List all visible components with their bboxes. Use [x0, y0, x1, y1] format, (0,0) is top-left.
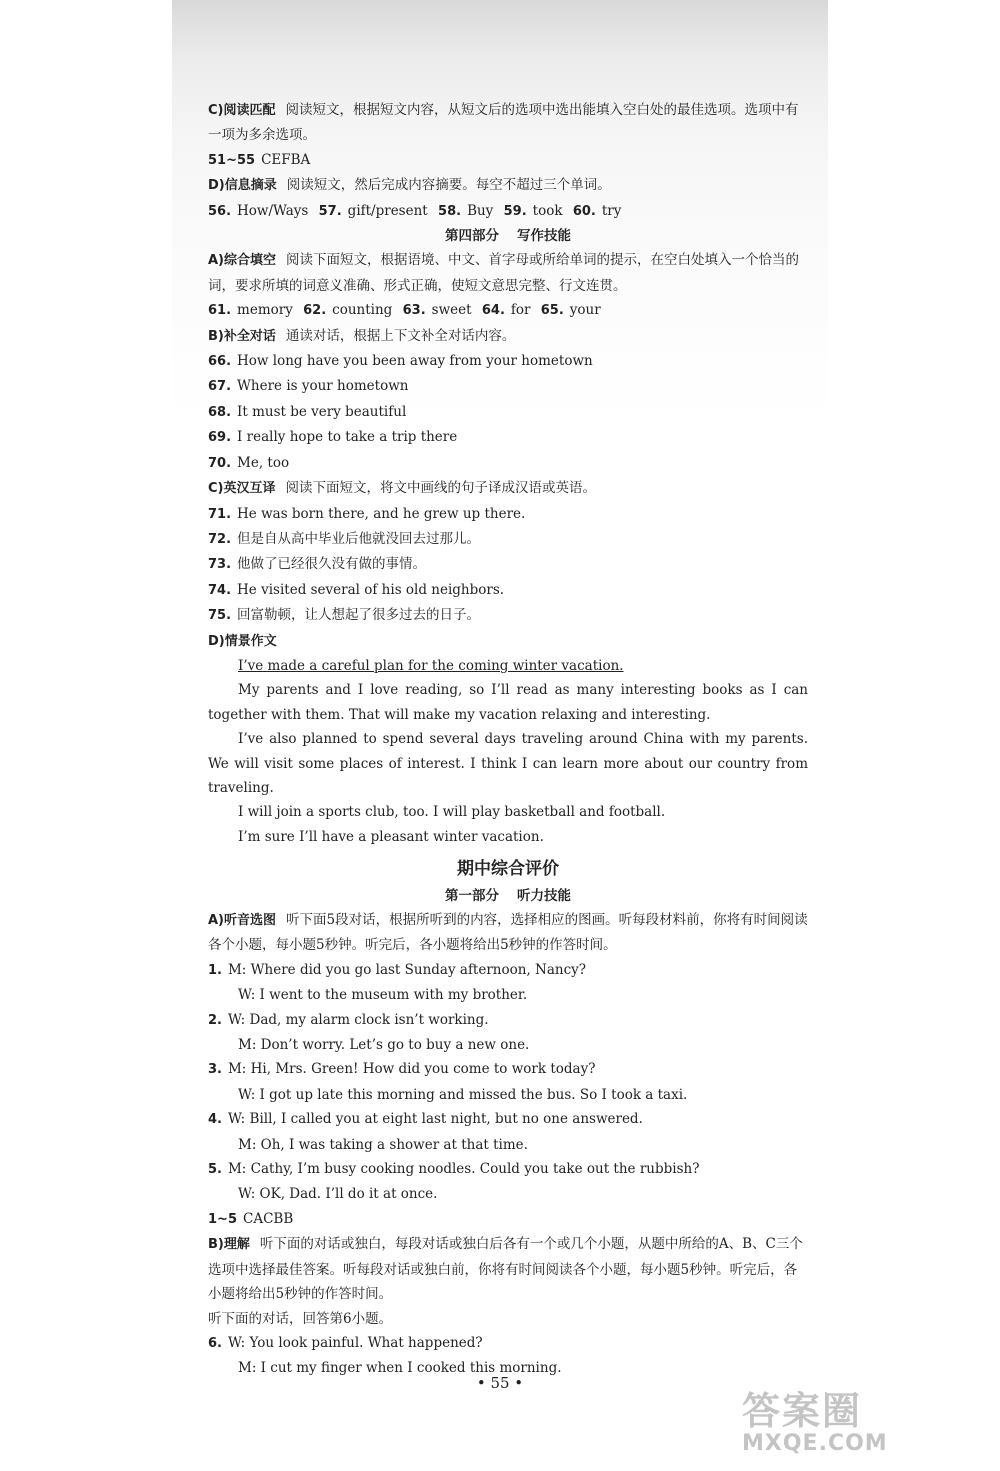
part-name: 听力技能 [517, 887, 571, 904]
midterm-a-instruction [208, 908, 808, 958]
answer-number: 71. [208, 506, 232, 522]
answer-number: 70. [208, 455, 232, 471]
list-item [208, 374, 808, 399]
dialog-text: W: Dad, my alarm clock isn’t working. [227, 1011, 489, 1028]
answer-number: 57. [318, 203, 342, 219]
section-label: B)补全对话 [208, 328, 276, 344]
answer-value: Me, too [237, 454, 290, 471]
answer-number: 59. [503, 203, 527, 219]
section-label: C)英汉互译 [208, 481, 276, 497]
answer-content [208, 98, 808, 1381]
part3-c-answers [208, 148, 808, 173]
midterm-a-answers [208, 1207, 808, 1232]
list-item [208, 451, 808, 476]
dialog-line [208, 1008, 808, 1033]
section-text: 阅读下面短文，将文中画线的句子译成汉语或英语。 [285, 480, 596, 497]
answer-value: 他做了已经很久没有做的事情。 [237, 556, 427, 573]
question-number: 6. [208, 1335, 222, 1351]
dialog-line [208, 1331, 808, 1356]
answer-number: 58. [438, 203, 462, 219]
answer-value: sweet [431, 302, 472, 319]
dialog-line: W: I went to the museum with my brother. [238, 987, 528, 1004]
part4-a-answers [208, 298, 808, 323]
answer-value: How/Ways [237, 202, 309, 219]
essay-paragraph: I’ve also planned to spend several days traveling around China with my parents. We will visit some places of interest. I think I can learn more about our country from traveling. [208, 731, 808, 796]
answer-value: CACBB [242, 1210, 294, 1227]
section-text: 通读对话，根据上下文补全对话内容。 [285, 327, 516, 344]
dialog-line: W: I got up late this morning and missed the bus. So I took a taxi. [238, 1086, 688, 1103]
part3-d-answers [208, 199, 808, 224]
answer-value: Buy [467, 202, 494, 219]
question-number: 2. [208, 1012, 222, 1028]
list-item [208, 603, 808, 628]
part3-c-instruction [208, 98, 808, 148]
part-number: 第四部分 [445, 228, 499, 245]
answer-number: 66. [208, 354, 232, 370]
dialog-line [208, 1057, 808, 1082]
answer-number: 64. [481, 303, 505, 319]
essay-paragraph: I’m sure I’ll have a pleasant winter vacation. [238, 828, 544, 845]
answer-value: gift/present [347, 202, 428, 219]
section-label: A)听音选图 [208, 913, 277, 928]
part4-c-instruction [208, 476, 808, 501]
answer-number: 75. [208, 608, 232, 624]
question-number: 1. [208, 962, 222, 978]
answer-value: counting [332, 302, 393, 319]
section-label: D)情景作文 [208, 633, 277, 649]
answer-number: 63. [402, 303, 426, 319]
part3-d-instruction [208, 173, 808, 198]
answer-number: 60. [572, 203, 596, 219]
essay-paragraph: My parents and I love reading, so I’ll read as many interesting books as I can together with them. That will make my vacation relaxing and interesting. [208, 682, 808, 723]
answer-value: 但是自从高中毕业后他就没回去过那儿。 [237, 530, 481, 547]
answer-value: He was born there, and he grew up there. [237, 505, 526, 522]
part4-b-instruction [208, 324, 808, 349]
section-label: B)理解 [208, 1237, 250, 1253]
answer-value: 回富勒顿，让人想起了很多过去的日子。 [237, 607, 481, 624]
watermark-cn: 答案圈 [742, 1389, 863, 1433]
list-item [208, 400, 808, 425]
dialog-text: M: Cathy, I’m busy cooking noodles. Could you take out the rubbish? [227, 1161, 700, 1178]
answer-number: 62. [303, 303, 327, 319]
answer-value: try [601, 202, 622, 219]
part-number: 第一部分 [445, 887, 499, 904]
dialog-line: M: I cut my finger when I cooked this morning. [238, 1360, 562, 1377]
dialog-line: W: OK, Dad. I’ll do it at once. [238, 1186, 438, 1203]
list-item [208, 552, 808, 577]
answer-value: memory [237, 302, 293, 319]
dialog-line: M: Don’t worry. Let’s go to buy a new one. [238, 1037, 530, 1054]
dialog-line [208, 1157, 808, 1182]
list-item [208, 349, 808, 374]
dialog-text: W: You look painful. What happened? [227, 1334, 483, 1351]
section-text: 阅读短文，根据短文内容，从短文后的选项中选出能填入空白处的最佳选项。选项中有一项为多余选项。 [208, 102, 799, 144]
answer-value: He visited several of his old neighbors. [237, 581, 505, 598]
part4-title [208, 224, 808, 248]
list-item [208, 527, 808, 552]
dialog-line [208, 1107, 808, 1132]
answer-range: 51~55 [208, 152, 256, 168]
answer-value: It must be very beautiful [237, 403, 407, 420]
list-item [208, 425, 808, 450]
answer-number: 72. [208, 531, 232, 547]
dialog-text: M: Hi, Mrs. Green! How did you come to work today? [227, 1061, 596, 1078]
answer-number: 74. [208, 582, 232, 598]
answer-number: 69. [208, 430, 232, 446]
section-label: C)阅读匹配 [208, 103, 276, 118]
list-item [208, 502, 808, 527]
answer-value: for [510, 302, 531, 319]
section-label: A)综合填空 [208, 253, 277, 269]
dialog-line: M: Oh, I was taking a shower at that time. [238, 1136, 528, 1153]
part4-d-label [208, 629, 808, 654]
answer-value: took [532, 202, 563, 219]
answer-number: 61. [208, 303, 232, 319]
answer-number: 65. [540, 303, 564, 319]
section-label: D)信息摘录 [208, 178, 277, 194]
part4-a-instruction [208, 248, 808, 298]
answer-value: How long have you been away from your hometown [237, 353, 593, 370]
section-text: 听下面的对话或独白，每段对话或独白后各有一个或几个小题，从题中所给的A、B、C三个选项中选择最佳答案。听每段对话或独白前，你将有时间阅读各个小题，每小题5秒钟。听完后，各小题将给出5秒钟的作答时间。 [208, 1236, 803, 1303]
midterm-part1-title [208, 884, 808, 908]
midterm-b-subinstruction: 听下面的对话，回答第6小题。 [208, 1310, 393, 1327]
watermark-logo [742, 1380, 982, 1460]
question-number: 4. [208, 1112, 222, 1128]
dialog-text: M: Where did you go last Sunday afternoon, Nancy? [227, 961, 587, 978]
answer-value: Where is your hometown [237, 378, 409, 395]
answer-value: CEFBA [261, 151, 311, 168]
section-text: 听下面5段对话，根据所听到的内容，选择相应的图画。听每段材料前，你将有时间阅读各个小题，每小题5秒钟。听完后，各小题将给出5秒钟的作答时间。 [208, 912, 808, 954]
answer-number: 56. [208, 203, 232, 219]
midterm-b-instruction [208, 1232, 808, 1306]
dialog-text: W: Bill, I called you at eight last night, but no one answered. [227, 1111, 643, 1128]
answer-value: your [569, 302, 601, 319]
part-name: 写作技能 [517, 228, 571, 245]
answer-number: 68. [208, 404, 232, 420]
essay-paragraph: I will join a sports club, too. I will play basketball and football. [238, 804, 666, 821]
page-number: • 55 • [476, 1374, 524, 1392]
section-text: 阅读短文，然后完成内容摘要。每空不超过三个单词。 [286, 177, 611, 194]
answer-number: 73. [208, 557, 232, 573]
underlined-sentence: I’ve made a careful plan for the coming winter vacation. [238, 657, 624, 674]
question-number: 3. [208, 1062, 222, 1078]
dialog-line [208, 958, 808, 983]
answer-number: 67. [208, 379, 232, 395]
list-item [208, 578, 808, 603]
essay-first-line [208, 654, 808, 678]
question-number: 5. [208, 1162, 222, 1178]
answer-value: I really hope to take a trip there [237, 429, 458, 446]
answer-range: 1~5 [208, 1211, 237, 1227]
watermark-en: MXQE.COM [742, 1431, 888, 1456]
midterm-title: 期中综合评价 [457, 859, 559, 880]
section-text: 阅读下面短文，根据语境、中文、首字母或所给单词的提示，在空白处填入一个恰当的词，要求所填的词意义准确、形式正确，使短文意思完整、行文连贯。 [208, 252, 800, 294]
